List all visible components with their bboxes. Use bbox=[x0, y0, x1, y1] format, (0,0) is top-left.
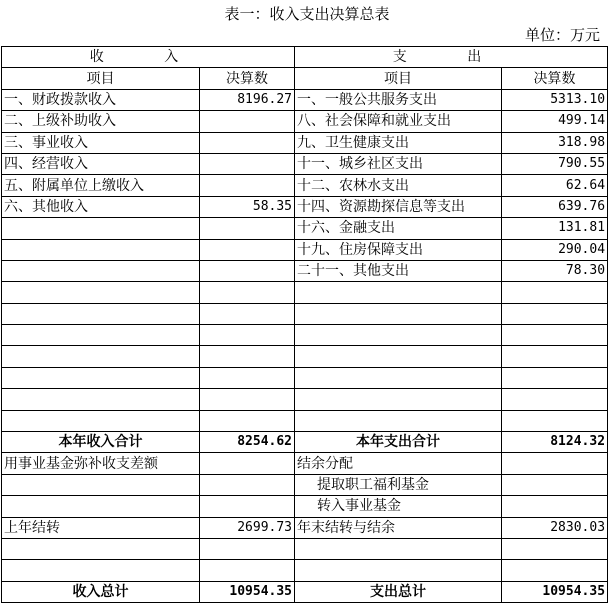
table-row bbox=[2, 175, 608, 196]
expense-year-total-label: 本年支出合计 bbox=[295, 432, 502, 453]
income-amount-cell bbox=[200, 175, 295, 196]
income-item-cell bbox=[2, 496, 200, 517]
income-amount-cell bbox=[200, 346, 295, 367]
grand-total-row bbox=[2, 581, 608, 602]
table-row bbox=[2, 453, 608, 474]
expense-item-cell: 十一、城乡社区支出 bbox=[295, 153, 502, 174]
income-item-cell bbox=[2, 260, 200, 281]
income-item-cell: 五、附属单位上缴收入 bbox=[2, 175, 200, 196]
income-amount-cell bbox=[200, 560, 295, 581]
income-item-cell: 四、经营收入 bbox=[2, 153, 200, 174]
income-item-header: 项目 bbox=[2, 68, 200, 89]
section-header-row bbox=[2, 47, 608, 68]
income-amount-cell bbox=[200, 132, 295, 153]
income-item-cell bbox=[2, 389, 200, 410]
income-item-cell bbox=[2, 282, 200, 303]
expense-amount-cell: 78.30 bbox=[502, 260, 608, 281]
income-item-cell: 二、上级补助收入 bbox=[2, 111, 200, 132]
expense-amount-cell bbox=[502, 325, 608, 346]
expense-item-cell: 十二、农林水支出 bbox=[295, 175, 502, 196]
income-item-cell bbox=[2, 303, 200, 324]
expense-item-cell bbox=[295, 282, 502, 303]
expense-item-cell bbox=[295, 538, 502, 559]
expense-item-cell: 转入事业基金 bbox=[295, 496, 502, 517]
expense-grand-total-amount: 10954.35 bbox=[502, 581, 608, 602]
income-amount-cell bbox=[200, 282, 295, 303]
table-row bbox=[2, 260, 608, 281]
expense-amount-cell: 2830.03 bbox=[502, 517, 608, 538]
table-row bbox=[2, 410, 608, 431]
income-amount-cell: 58.35 bbox=[200, 196, 295, 217]
expense-item-cell bbox=[295, 410, 502, 431]
expense-item-cell bbox=[295, 325, 502, 346]
income-item-cell: 一、财政拨款收入 bbox=[2, 89, 200, 110]
expense-amount-cell: 499.14 bbox=[502, 111, 608, 132]
expense-grand-total-label: 支出总计 bbox=[295, 581, 502, 602]
table-row bbox=[2, 89, 608, 110]
income-item-cell bbox=[2, 346, 200, 367]
expense-item-cell: 结余分配 bbox=[295, 453, 502, 474]
income-item-cell bbox=[2, 218, 200, 239]
income-item-cell: 六、其他收入 bbox=[2, 196, 200, 217]
expense-item-cell: 一、一般公共服务支出 bbox=[295, 89, 502, 110]
income-amount-cell bbox=[200, 325, 295, 346]
expense-item-cell: 八、社会保障和就业支出 bbox=[295, 111, 502, 132]
expense-amount-cell: 131.81 bbox=[502, 218, 608, 239]
income-amount-cell bbox=[200, 538, 295, 559]
income-amount-cell bbox=[200, 389, 295, 410]
income-amount-header: 决算数 bbox=[200, 68, 295, 89]
income-item-cell bbox=[2, 325, 200, 346]
table-row bbox=[2, 474, 608, 495]
table-body bbox=[2, 47, 608, 603]
unit-label: 单位：万元 bbox=[524, 26, 600, 44]
expense-item-cell: 年末结转与结余 bbox=[295, 517, 502, 538]
table-row bbox=[2, 367, 608, 388]
table-row bbox=[2, 517, 608, 538]
income-item-cell bbox=[2, 560, 200, 581]
expense-item-cell bbox=[295, 303, 502, 324]
expense-amount-cell: 62.64 bbox=[502, 175, 608, 196]
income-item-cell bbox=[2, 474, 200, 495]
income-grand-total-amount: 10954.35 bbox=[200, 581, 295, 602]
income-item-cell: 三、事业收入 bbox=[2, 132, 200, 153]
table-row bbox=[2, 560, 608, 581]
table-row bbox=[2, 218, 608, 239]
income-amount-cell bbox=[200, 367, 295, 388]
expense-item-cell: 九、卫生健康支出 bbox=[295, 132, 502, 153]
expense-item-cell: 十六、金融支出 bbox=[295, 218, 502, 239]
table-row bbox=[2, 153, 608, 174]
income-amount-cell bbox=[200, 260, 295, 281]
expense-amount-cell bbox=[502, 453, 608, 474]
expense-item-cell bbox=[295, 367, 502, 388]
income-grand-total-label: 收入总计 bbox=[2, 581, 200, 602]
income-amount-cell: 2699.73 bbox=[200, 517, 295, 538]
expense-section-header: 支 出 bbox=[295, 47, 608, 68]
income-year-total-label: 本年收入合计 bbox=[2, 432, 200, 453]
expense-item-header: 项目 bbox=[295, 68, 502, 89]
income-item-cell: 用事业基金弥补收支差额 bbox=[2, 453, 200, 474]
table-row bbox=[2, 496, 608, 517]
expense-amount-cell bbox=[502, 410, 608, 431]
income-amount-cell bbox=[200, 474, 295, 495]
expense-amount-cell: 318.98 bbox=[502, 132, 608, 153]
expense-item-cell bbox=[295, 560, 502, 581]
table-row bbox=[2, 132, 608, 153]
income-amount-cell bbox=[200, 496, 295, 517]
expense-year-total-amount: 8124.32 bbox=[502, 432, 608, 453]
expense-amount-cell bbox=[502, 538, 608, 559]
table-row bbox=[2, 282, 608, 303]
income-section-header: 收 入 bbox=[2, 47, 295, 68]
expense-amount-cell: 639.76 bbox=[502, 196, 608, 217]
table-row bbox=[2, 389, 608, 410]
expense-item-cell: 十四、资源勘探信息等支出 bbox=[295, 196, 502, 217]
expense-amount-cell bbox=[502, 474, 608, 495]
expense-amount-cell bbox=[502, 282, 608, 303]
table-row bbox=[2, 538, 608, 559]
expense-item-cell: 提取职工福利基金 bbox=[295, 474, 502, 495]
expense-amount-cell: 790.55 bbox=[502, 153, 608, 174]
income-amount-cell bbox=[200, 218, 295, 239]
income-amount-cell bbox=[200, 153, 295, 174]
income-item-cell bbox=[2, 367, 200, 388]
expense-amount-cell bbox=[502, 496, 608, 517]
table-row bbox=[2, 111, 608, 132]
expense-amount-cell bbox=[502, 389, 608, 410]
table-row bbox=[2, 196, 608, 217]
expense-amount-header: 决算数 bbox=[502, 68, 608, 89]
income-year-total-amount: 8254.62 bbox=[200, 432, 295, 453]
expense-amount-cell bbox=[502, 303, 608, 324]
expense-amount-cell bbox=[502, 367, 608, 388]
income-amount-cell bbox=[200, 111, 295, 132]
table-title: 表一：收入支出决算总表 bbox=[224, 5, 390, 23]
expense-item-cell: 二十一、其他支出 bbox=[295, 260, 502, 281]
expense-amount-cell: 5313.10 bbox=[502, 89, 608, 110]
year-total-row bbox=[2, 432, 608, 453]
table-row bbox=[2, 239, 608, 260]
table-row bbox=[2, 325, 608, 346]
expense-amount-cell bbox=[502, 346, 608, 367]
income-item-cell bbox=[2, 410, 200, 431]
income-item-cell bbox=[2, 239, 200, 260]
expense-item-cell bbox=[295, 389, 502, 410]
expense-item-cell: 十九、住房保障支出 bbox=[295, 239, 502, 260]
income-amount-cell bbox=[200, 453, 295, 474]
expense-item-cell bbox=[295, 346, 502, 367]
table-row bbox=[2, 303, 608, 324]
income-amount-cell bbox=[200, 239, 295, 260]
column-header-row bbox=[2, 68, 608, 89]
table-row bbox=[2, 346, 608, 367]
income-amount-cell bbox=[200, 303, 295, 324]
expense-amount-cell bbox=[502, 560, 608, 581]
expense-amount-cell: 290.04 bbox=[502, 239, 608, 260]
income-item-cell: 上年结转 bbox=[2, 517, 200, 538]
income-amount-cell bbox=[200, 410, 295, 431]
budget-summary-table bbox=[1, 46, 608, 603]
income-amount-cell: 8196.27 bbox=[200, 89, 295, 110]
income-item-cell bbox=[2, 538, 200, 559]
